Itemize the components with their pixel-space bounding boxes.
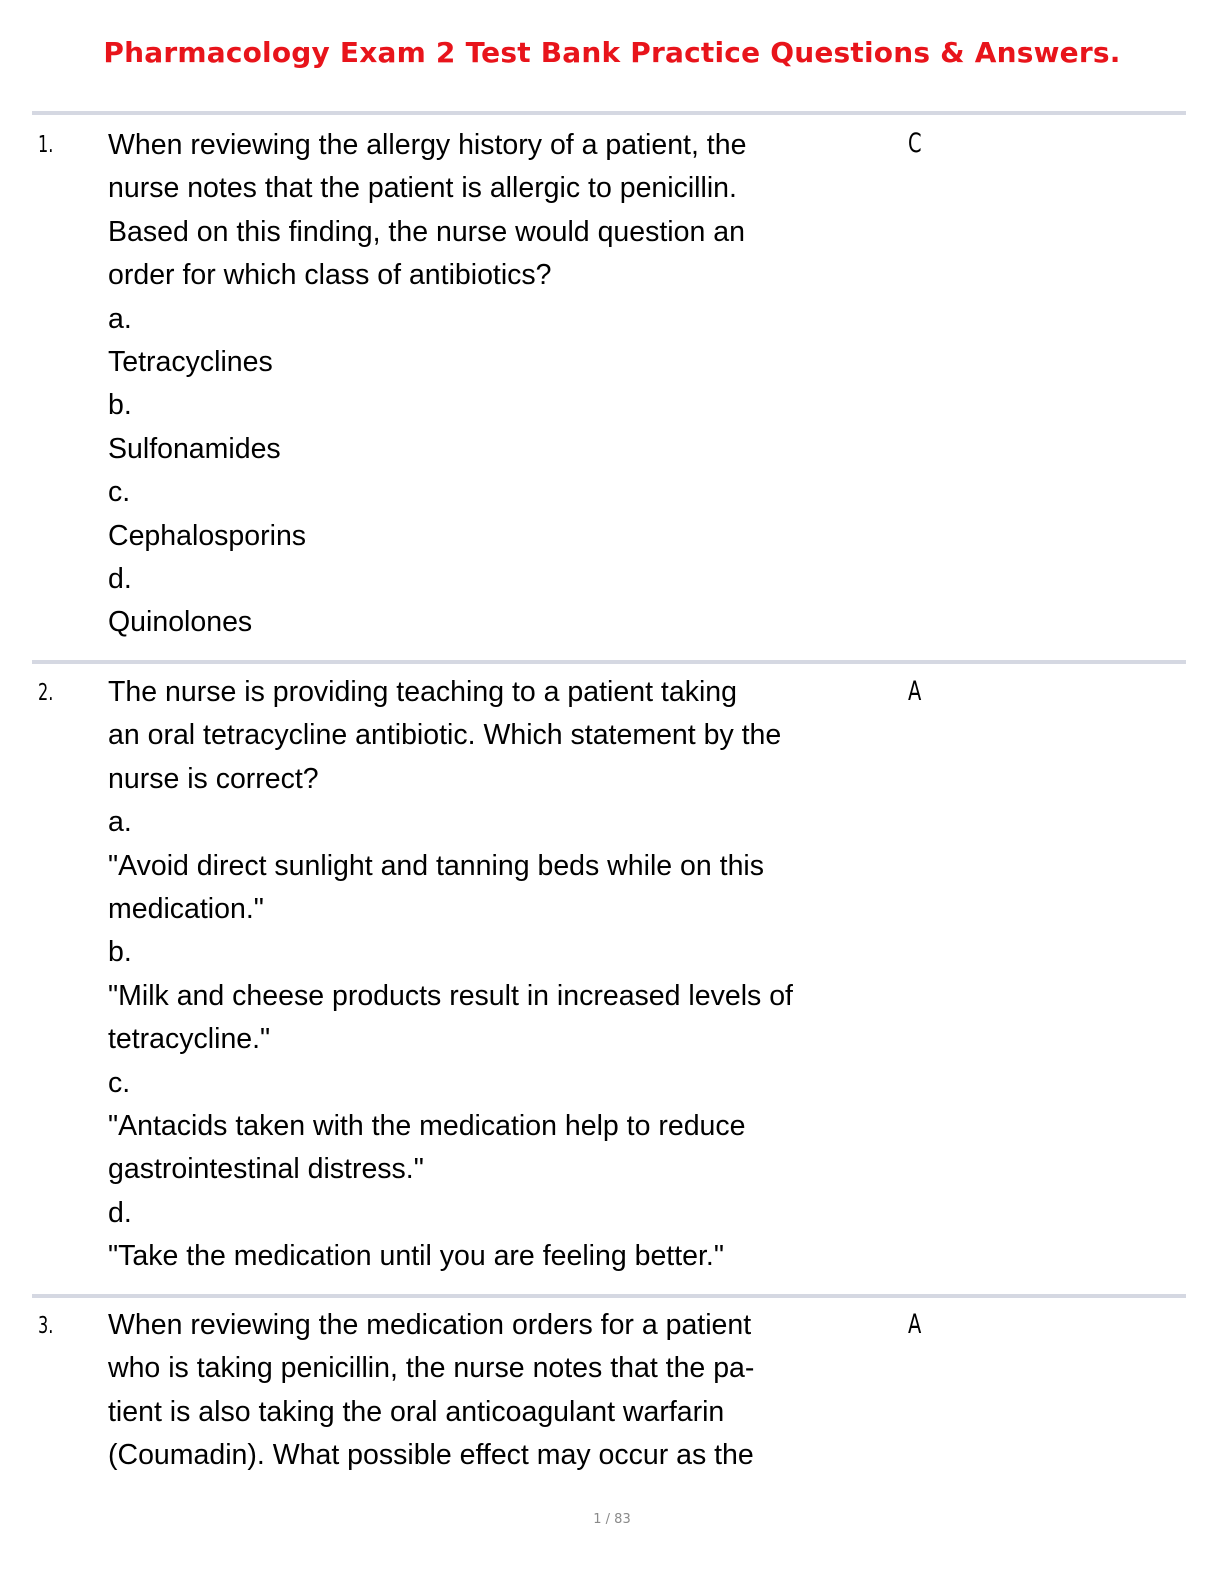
option-text: "Milk and cheese products result in increased levels of	[108, 979, 793, 1012]
question-stem-line: tient is also taking the oral anticoagulant warfarin	[108, 1395, 725, 1428]
document-title: Pharmacology Exam 2 Test Bank Practice Questions & Answers.	[103, 36, 1121, 69]
option-text: gastrointestinal distress."	[108, 1153, 424, 1186]
option-letter: d.	[108, 563, 132, 596]
question-body	[108, 1304, 908, 1478]
option-text: medication."	[108, 893, 264, 926]
question-body	[108, 671, 908, 1279]
question-stem-line: order for which class of antibiotics?	[108, 259, 552, 292]
option-text: "Take the medication until you are feeling better."	[108, 1240, 724, 1273]
option-letter: a.	[108, 806, 132, 839]
option-text: Quinolones	[108, 606, 253, 639]
question-number: 3.	[38, 1313, 54, 1339]
option-letter: d.	[108, 1196, 132, 1229]
question-stem-line: When reviewing the medication orders for a patient	[108, 1309, 752, 1341]
option-letter: c.	[108, 1066, 131, 1099]
question-stem-line: When reviewing the allergy history of a patient, the	[108, 129, 747, 161]
answer-key: A	[908, 1309, 922, 1340]
answer-key: C	[908, 128, 922, 159]
option-text: Cephalosporins	[108, 519, 307, 552]
question-stem-line: The nurse is providing teaching to a patient taking	[108, 676, 737, 708]
option-letter: a.	[108, 302, 132, 335]
question-stem-line: Based on this finding, the nurse would question an	[108, 215, 745, 248]
option-text: Sulfonamides	[108, 432, 281, 465]
page-indicator: 1 / 83	[593, 1512, 631, 1527]
question-body	[108, 124, 908, 645]
option-letter: b.	[108, 389, 132, 422]
question-stem-line: an oral tetracycline antibiotic. Which statement by the	[108, 719, 782, 752]
divider	[32, 1294, 1186, 1298]
option-text: Tetracyclines	[108, 346, 273, 379]
question-number: 2.	[38, 680, 54, 706]
divider	[32, 660, 1186, 664]
option-letter: c.	[108, 476, 131, 509]
option-text: "Antacids taken with the medication help to reduce	[108, 1110, 746, 1143]
answer-key: A	[908, 676, 922, 707]
question-number: 1.	[38, 132, 54, 158]
option-text: tetracycline."	[108, 1023, 271, 1056]
divider	[32, 111, 1186, 115]
option-letter: b.	[108, 936, 132, 969]
question-stem-line: nurse is correct?	[108, 762, 319, 795]
question-stem-line: nurse notes that the patient is allergic to penicillin.	[108, 172, 737, 205]
option-text: "Avoid direct sunlight and tanning beds while on this	[108, 849, 765, 882]
question-stem-line: who is taking penicillin, the nurse notes that the pa-	[108, 1352, 755, 1385]
question-stem-line: (Coumadin). What possible effect may occur as the	[108, 1439, 754, 1472]
